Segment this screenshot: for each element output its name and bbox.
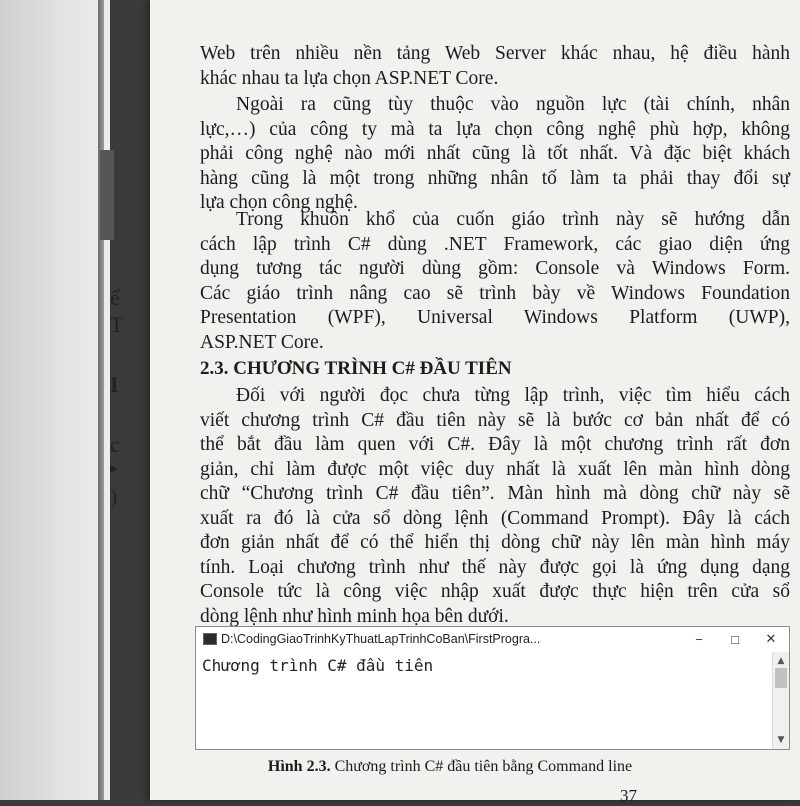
side-fragment: T	[110, 312, 124, 337]
page-number: 37	[620, 786, 637, 805]
text-line: viết chương trình C# đầu tiên này sẽ là bước cơ bản nhất để có	[200, 409, 790, 431]
text-line: dụng tương tác người dùng gồm: Console và Windows Form.	[200, 258, 790, 279]
paragraph-intro	[200, 42, 790, 91]
paragraph-first-program	[200, 384, 790, 629]
text-line: ASP.NET Core.	[200, 331, 324, 353]
scroll-down-icon: ▼	[777, 735, 785, 745]
side-fragment: )	[110, 484, 118, 509]
text-line: dòng lệnh như hình minh họa bên dưới.	[200, 605, 509, 627]
text-line: chữ “Chương trình C# đầu tiên”. Màn hình mà dòng chữ này sẽ	[200, 483, 790, 504]
text-line: lực,…) của công ty mà ta lựa chọn công nghệ phù hợp, không	[200, 118, 790, 140]
console-title: D:\CodingGiaoTrinhKyThuatLapTrinhCoBan\FirstProgra...	[221, 632, 541, 646]
console-titlebar	[196, 627, 789, 651]
console-scrollbar	[772, 652, 789, 749]
text-line: giản, chỉ làm được một việc duy nhất là xuất lên màn hình dòng	[200, 458, 790, 480]
minimize-icon: −	[695, 631, 703, 647]
text-line: lựa chọn công nghệ.	[200, 192, 358, 213]
text-line: hàng cũng là một trong những nhân tố làm ta phải thay đổi sự	[200, 167, 790, 189]
caption-label: Hình 2.3.	[267, 758, 331, 775]
text-line: xuất ra đó là cửa sổ dòng lệnh (Command Prompt). Đây là cách	[200, 507, 790, 529]
caption-text: Chương trình C# đầu tiên bằng Command line	[330, 758, 633, 775]
text-line: Đối với người đọc chưa từng lập trình, việc tìm hiểu cách	[236, 385, 790, 406]
console-body	[196, 652, 773, 749]
console-output: Chương trình C# đầu tiên	[202, 656, 434, 675]
text-line: Web trên nhiều nền tảng Web Server khác nhau, hệ điều hành	[200, 43, 790, 64]
text-line: thể bắt đầu làm quen với C#. Đây là một chương trình rất đơn	[200, 434, 790, 455]
side-fragment: ể	[110, 285, 120, 310]
text-line: Các giáo trình nâng cao sẽ trình bày về Windows Foundation	[200, 282, 790, 304]
adjacent-page-dark-strip	[100, 150, 114, 240]
close-icon: ✕	[765, 631, 777, 646]
text-line: Ngoài ra cũng tùy thuộc vào nguồn lực (tài chính, nhân	[236, 94, 790, 115]
text-line: phải công nghệ nào mới nhất cũng là tốt nhất. Và đặc biệt khách	[200, 143, 790, 164]
book-page	[150, 0, 800, 805]
side-fragment: c	[110, 432, 120, 457]
figure-caption	[150, 758, 750, 776]
text-line: tính. Loại chương trình như thế này được gọi là ứng dụng dạng	[200, 556, 790, 578]
maximize-icon: □	[731, 631, 739, 647]
book-spine-edge	[98, 0, 104, 800]
console-app-icon	[203, 633, 217, 645]
scroll-up-icon: ▲	[777, 656, 785, 666]
text-line: Trong khuôn khổ của cuốn giáo trình này sẽ hướng dẫn	[236, 209, 790, 230]
side-fragment: ▸	[110, 460, 119, 477]
text-line: đơn giản nhất để có thể hiển thị dòng chữ này lên màn hình máy	[200, 532, 790, 553]
paragraph-scope	[200, 208, 790, 355]
text-line: Console tức là công việc nhập xuất được thực hiện trên cửa sổ	[200, 581, 790, 602]
console-window-figure	[195, 626, 790, 750]
scroll-thumb	[775, 668, 787, 688]
text-line: Presentation (WPF), Universal Windows Platform (UWP),	[200, 307, 790, 328]
text-line: khác nhau ta lựa chọn ASP.NET Core.	[200, 67, 499, 89]
section-heading: 2.3. CHƯƠNG TRÌNH C# ĐẦU TIÊN	[200, 358, 512, 379]
text-line: cách lập trình C# dùng .NET Framework, các giao diện ứng	[200, 233, 790, 255]
side-fragment: I	[110, 372, 119, 397]
paragraph-resources	[200, 93, 790, 216]
adjacent-page	[0, 0, 124, 800]
